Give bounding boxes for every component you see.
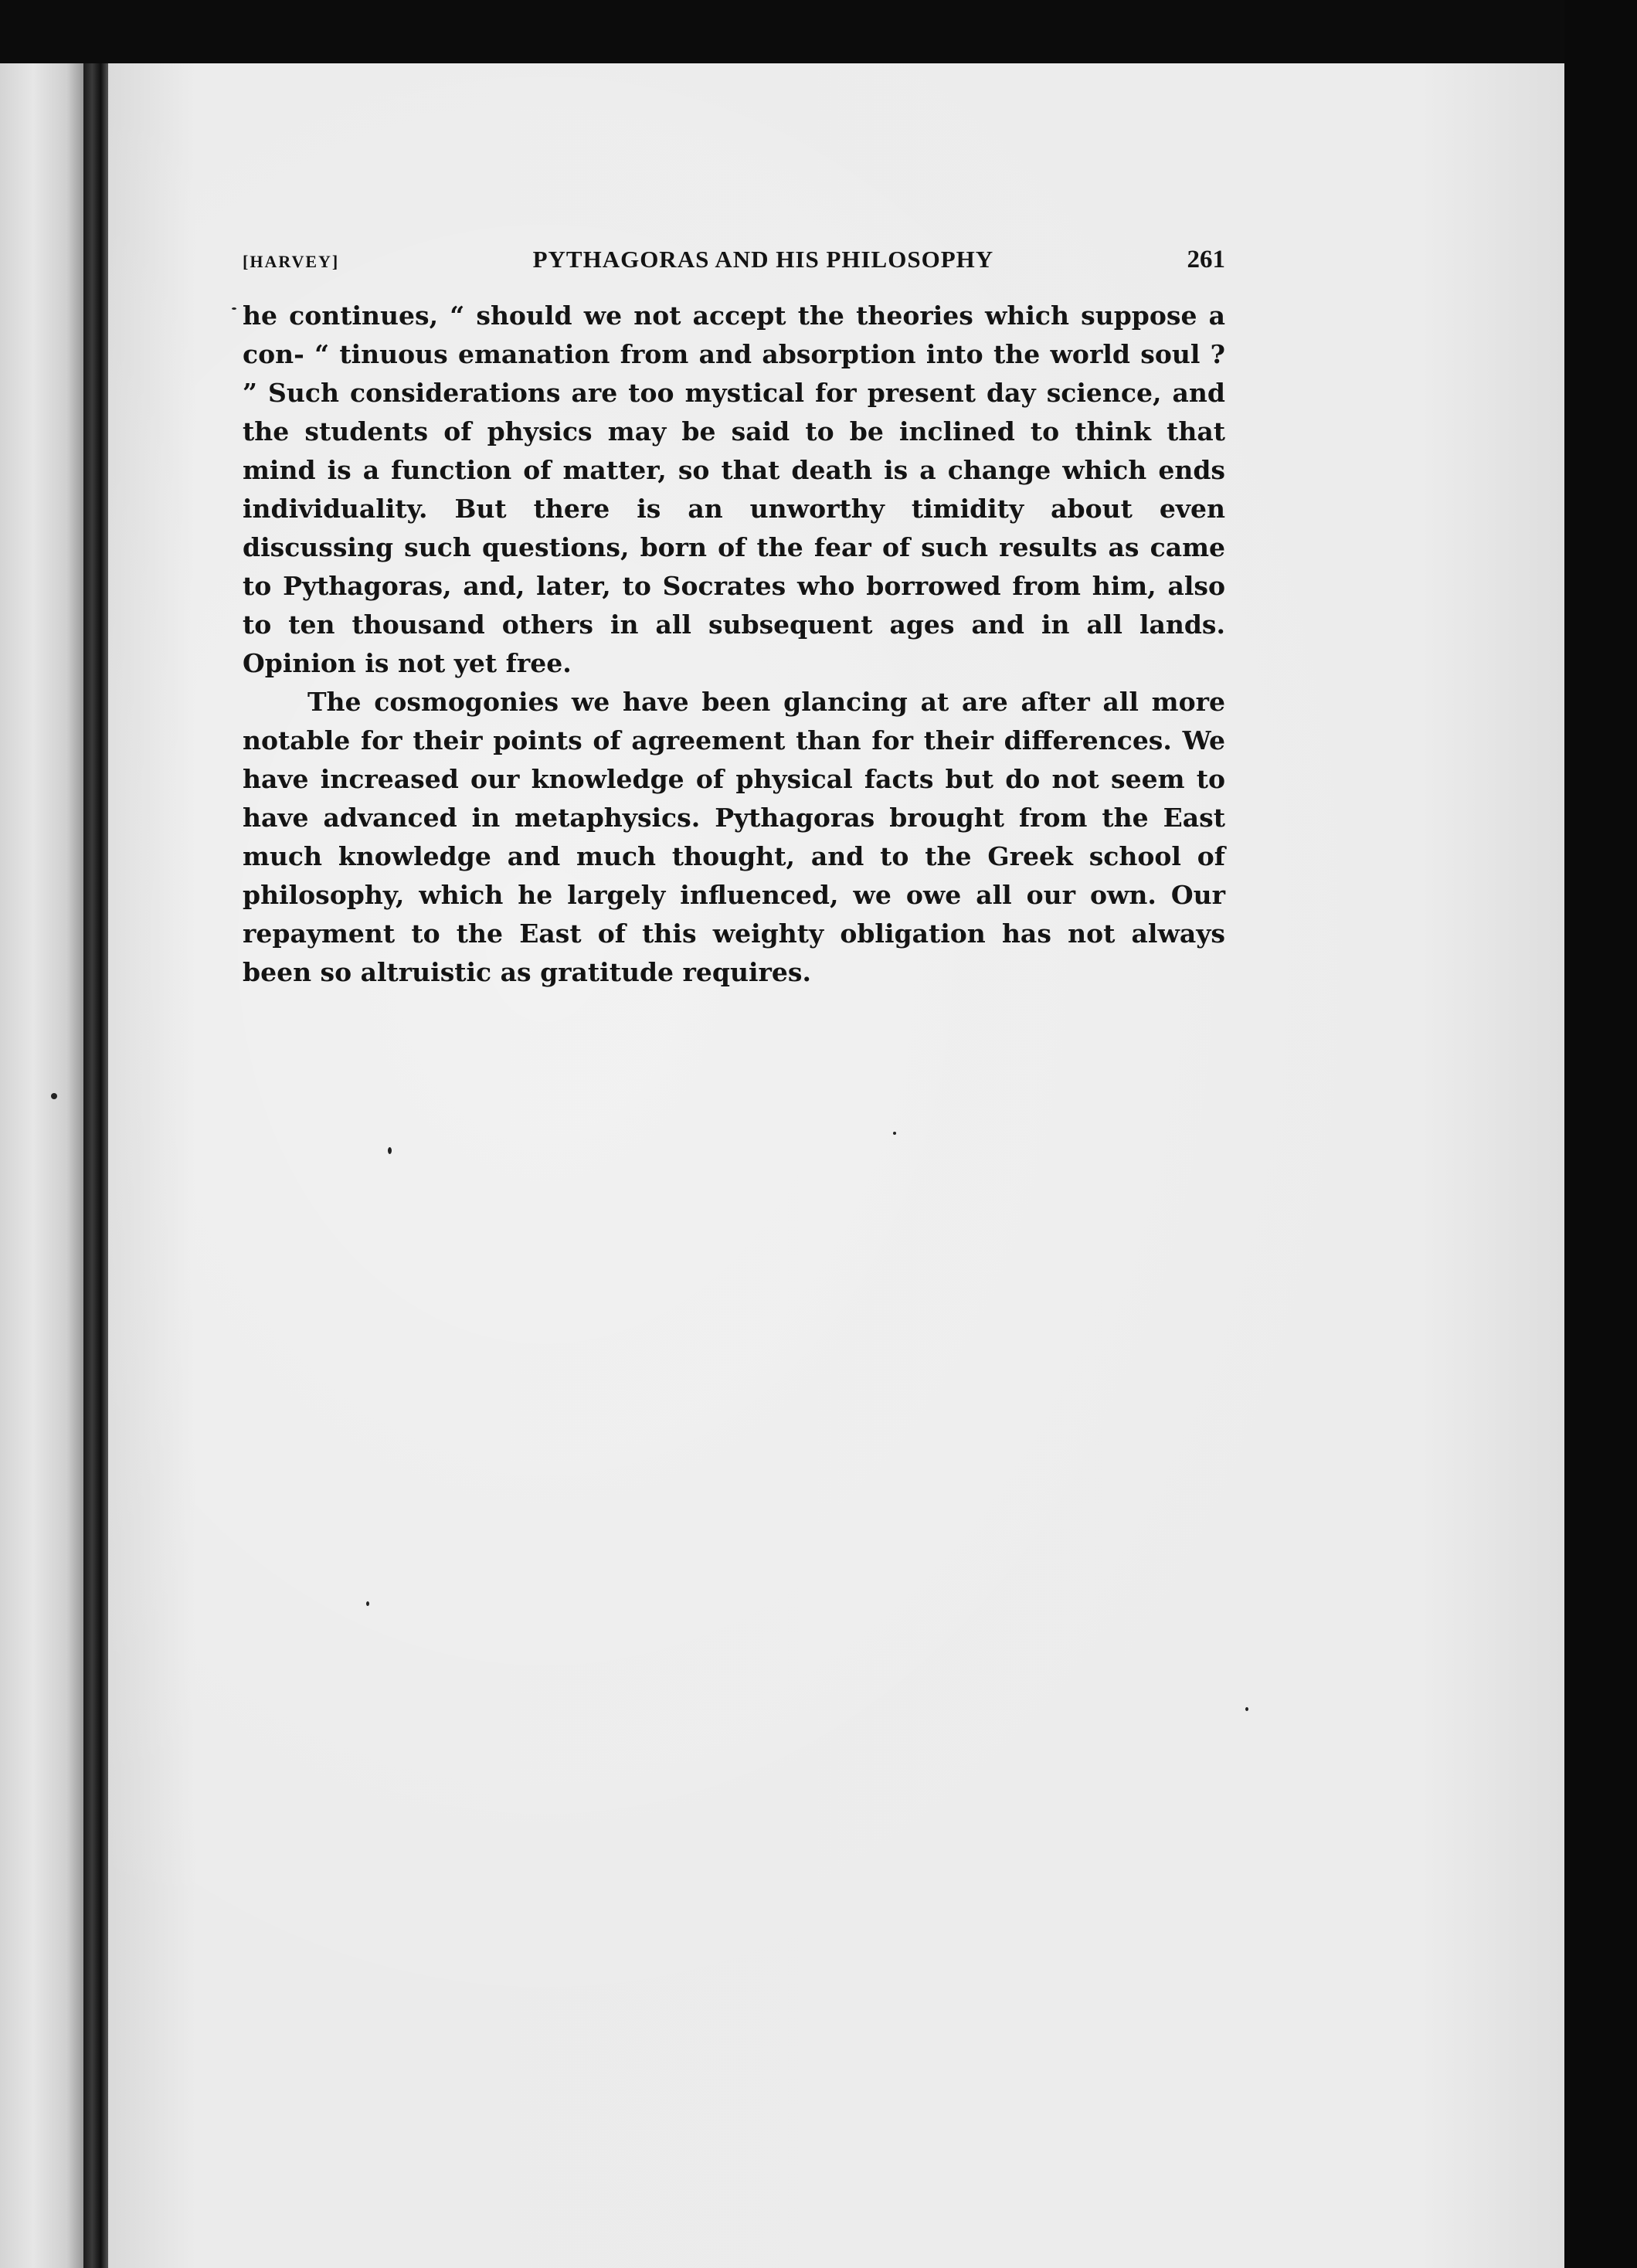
page-number: 261: [1187, 246, 1225, 273]
ink-speck: [1245, 1707, 1248, 1711]
scan-right-border: [1564, 0, 1637, 2268]
ink-speck: [893, 1132, 896, 1135]
scan-top-border: [0, 0, 1637, 63]
paragraph: he continues, “ should we not accept the theories which suppose a con- “ tinuous emanation from and absorption into the world soul ? ” Such considerations are too mystical for present day science, and the students of physics may be said to be inclined to think that mind is a function of matter, so that death is a change which ends individuality. But there is an unworthy timidity about even discussing such questions, born of the fear of such results as came to Pythagoras, and, later, to Socrates who borrowed from him, also to ten thousand others in all subsequent ages and in all lands. Opinion is not yet free.: [243, 300, 1225, 678]
facing-page-edge: [0, 63, 83, 2268]
book-gutter: [83, 63, 108, 2268]
ink-speck: [366, 1601, 369, 1606]
running-head: [243, 246, 1225, 292]
ink-speck: [51, 1093, 57, 1099]
ink-speck: [232, 307, 236, 310]
author-tag: [HARVEY]: [243, 252, 340, 271]
ink-speck: [388, 1147, 392, 1154]
paragraph: The cosmogonies we have been glancing at are after all more notable for their points of agreement than for their differences. We have increased our knowledge of physical facts but do not seem to have advanced in metaphysics. Pythagoras brought from the East much knowledge and much thought, and to the Greek school of philosophy, which he largely influenced, we owe all our own. Our repayment to the East of this weighty obligation has not always been so altruistic as gratitude requires.: [243, 687, 1225, 987]
page-text: [243, 246, 1225, 992]
running-title: PYTHAGORAS AND HIS PHILOSOPHY: [532, 246, 994, 273]
